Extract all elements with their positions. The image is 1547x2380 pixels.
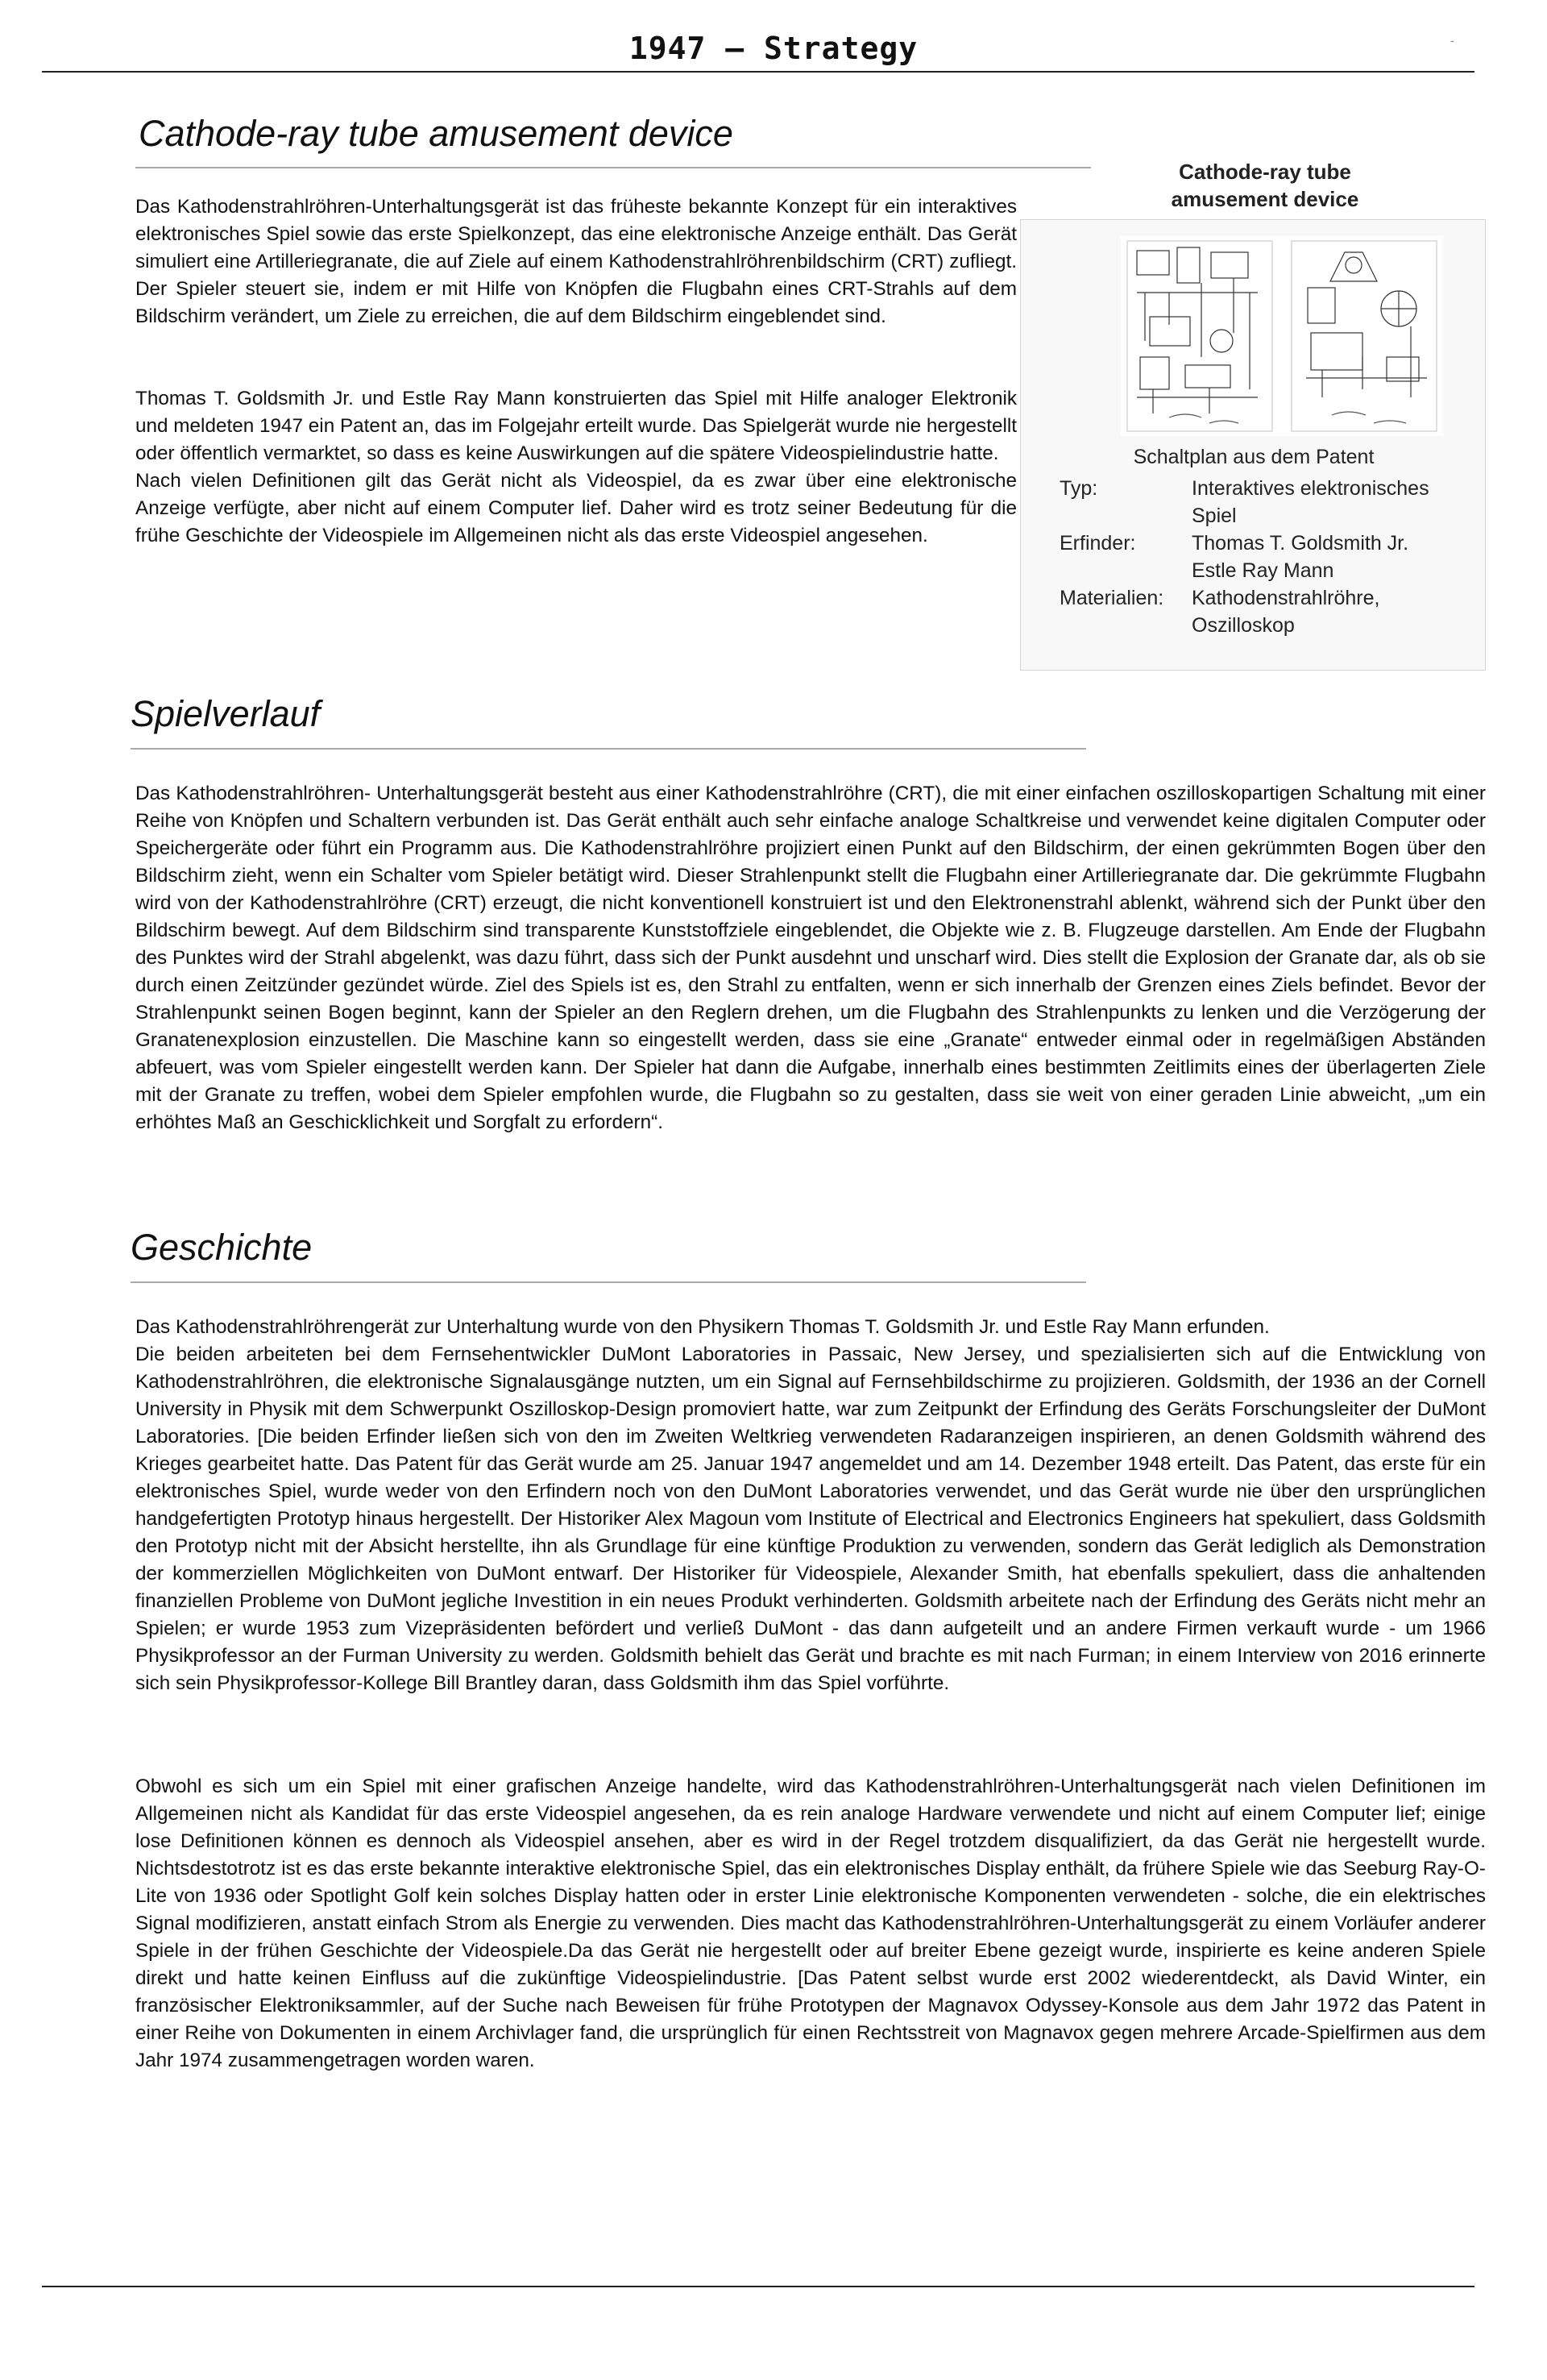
history-legacy-paragraph: Obwohl es sich um ein Spiel mit einer grafischen Anzeige handelte, wird das Kathodenstrahlröhren-Unterhaltungsgerät nach vielen Definitionen im Allgemeinen nicht als Kandidat für das erste Videospiel angesehen, da es rein analoge Hardware verwendete und nicht auf einem Computer lief; einige lose Definitionen können es dennoch als Videospiel ansehen, aber es wird in der Regel trotzdem disqualifiziert, da das Gerät nie hergestellt wurde. Nichtsdestotrotz ist es das erste bekannte interaktive elektronische Spiel, das ein elektronisches Display enthält, da frühere Spiele wie das Seeburg Ray-O-Lite von 1936 oder Spotlight Golf kein solches Display hatten oder in erster Linie elektronische Komponenten verwendeten - solche, die ein elektrisches Signal modifizieren, anstatt einfach Strom als Energie zu verwenden. Dies macht das Kathodenstrahlröhren-Unterhaltungsgerät zu einem Vorläufer anderer Spiele in der frühen Geschichte der Videospiele.Da das Gerät nie hergestellt oder auf breiter Ebene gezeigt wurde, inspirierte es keine anderen Spiele direkt und hatte keinen Einfluss auf die zukünftige Videospielindustrie. [Das Patent selbst wurde erst 2002 wiederentdeckt, als David Winter, ein französischer Elektroniksammler, auf der Suche nach Beweisen für frühe Prototypen der Magnavox Odyssey-Konsole aus dem Jahr 1972 das Patent in einer Reihe von Dokumenten in einem Archivlager fand, die ursprünglich für einen Rechtsstreit von Magnavox gegen mehrere Arcade-Spielfirmen aus dem Jahr 1974 zusammengetragen worden waren. [135, 1776, 1486, 2071]
infobox-title [1064, 158, 1466, 213]
infobox-value-materials-line-2: Oszilloskop [1192, 614, 1295, 637]
section-rule-gameplay [131, 748, 1086, 750]
infobox-value-type-line-1: Interaktives elektronisches [1192, 477, 1429, 500]
patent-schematic-image [1121, 236, 1443, 436]
infobox-key-type: Typ: [1060, 477, 1098, 500]
header-rule [42, 71, 1474, 73]
infobox-value-materials [1192, 584, 1474, 639]
inventors-text: Thomas T. Goldsmith Jr. und Estle Ray Mann konstruierten das Spiel mit Hilfe analoger Elektronik und meldeten 1947 ein Patent an, das im Folgejahr erteilt wurde. Das Spielgerät wurde nie hergestellt oder öffentlich vermarktet, so dass es keine Auswirkungen auf die spätere Videospielindustrie hatte. [135, 388, 1018, 464]
history-paragraph-block [135, 1314, 1486, 1697]
history-inventors-line: Das Kathodenstrahlröhrengerät zur Unterhaltung wurde von den Physikern Thomas T. Goldsmith Jr. und Estle Ray Mann erfunden. [135, 1316, 1270, 1338]
footer-rule [42, 2286, 1474, 2287]
section-rule-device [135, 167, 1091, 168]
infobox [1020, 219, 1486, 671]
page-header-title: 1947 – Strategy [628, 31, 919, 66]
intro-paragraph: Das Kathodenstrahlröhren-Unterhaltungsgerät ist das früheste bekannte Konzept für ein interaktives elektronisches Spiel sowie das erste Spielkonzept, das eine elektronische Anzeige enthält. Das Gerät simuliert eine Artilleriegranate, die auf Ziele auf einem Kathodenstrahlröhrenbildschirm (CRT) zufliegt. Der Spieler steuert sie, indem er mit Hilfe von Knöpfen die Flugbahn eines CRT-Strahls auf dem Bildschirm verändert, um Ziele zu erreichen, die auf dem Bildschirm eingeblendet sind. [135, 196, 1017, 327]
gameplay-paragraph: Das Kathodenstrahlröhren- Unterhaltungsgerät besteht aus einer Kathodenstrahlröhre (CRT), die mit einer einfachen oszilloskopartigen Schaltung mit einer Reihe von Knöpfen und Schaltern verbunden ist. Das Gerät enthält auch sehr einfache analoge Schaltkreise und verwendet keine digitalen Computer oder Speichergeräte oder führt ein Programm aus. Die Kathodenstrahlröhre projiziert einen Punkt auf den Bildschirm, der einen gekrümmten Bogen über den Bildschirm zieht, wenn ein Schalter vom Spieler betätigt wird. Dieser Strahlenpunkt stellt die Flugbahn einer Artilleriegranate dar. Die gekrümmte Flugbahn wird von der Kathodenstrahlröhre (CRT) erzeugt, die nicht konventionell konstruiert ist und den Elektronenstrahl ablenkt, während sich der Punkt über den Bildschirm bewegt. Auf dem Bildschirm sind transparente Kunststoffziele eingeblendet, die Objekte wie z. B. Flugzeuge darstellen. Am Ende der Flugbahn des Punktes wird der Strahl abgelenkt, was dazu führt, dass sich der Punkt ausdehnt und unscharf wird. Dies stellt die Explosion der Granate dar, als ob sie durch einen Zeitzünder gezündet würde. Ziel des Spiels ist es, den Strahl zu entfalten, wenn er sich innerhalb der Grenzen eines Ziels befindet. Bevor der Strahlenpunkt seinen Bogen beginnt, kann der Spieler an den Reglern drehen, um die Flugbahn des Strahlenpunkts zu lenken und die Verzögerung der Granatenexplosion einzustellen. Die Maschine kann so eingestellt werden, dass sie eine „Granate“ entweder einmal oder in regelmäßigen Abständen abfeuert, was vom Spieler eingestellt werden kann. Der Spieler hat dann die Aufgabe, innerhalb eines bestimmten Zeitlimits eines der überlagerten Ziele mit der Granate zu treffen, wobei dem Spieler empfohlen wurde, die Flugbahn so zu gestalten, dass sie weit von einer geraden Linie abweicht, „um ein erhöhtes Maß an Geschicklichkeit und Sorgfalt zu erfordern“. [135, 783, 1486, 1133]
infobox-image-caption: Schaltplan aus dem Patent [1133, 446, 1375, 468]
infobox-value-inventor-line-1: Thomas T. Goldsmith Jr. [1192, 532, 1409, 555]
infobox-key-materials: Materialien: [1060, 587, 1164, 609]
infobox-title-line-1: Cathode-ray tube [1179, 160, 1351, 184]
infobox-value-type [1192, 475, 1474, 530]
infobox-value-materials-line-1: Kathodenstrahlröhre, [1192, 587, 1380, 609]
section-title-gameplay: Spielverlauf [131, 693, 321, 734]
infobox-value-inventor [1192, 530, 1474, 584]
infobox-value-inventor-line-2: Estle Ray Mann [1192, 559, 1334, 582]
infobox-key-inventor: Erfinder: [1060, 532, 1136, 555]
infobox-value-type-line-2: Spiel [1192, 505, 1237, 527]
history-intro-paragraph [135, 385, 1017, 550]
corner-mark: - [1450, 34, 1454, 47]
history-main-text: Die beiden arbeiteten bei dem Fernsehentwickler DuMont Laboratories in Passaic, New Jersey, und spezialisierten sich auf die Entwicklung von Kathodenstrahlröhren, die elektronische Signalausgänge nutzten, um ein Signal auf Fernsehbildschirme zu projizieren. Goldsmith, der 1936 an der Cornell University in Physik mit dem Schwerpunkt Oszilloskop-Design promoviert hatte, war zum Zeitpunkt der Erfindung des Geräts Forschungsleiter der DuMont Laboratories. [Die beiden Erfinder ließen sich von den im Zweiten Weltkrieg verwendeten Radaranzeigen inspirieren, an denen Goldsmith während des Krieges gearbeitet hatte. Das Patent für das Gerät wurde am 25. Januar 1947 angemeldet und am 14. Dezember 1948 erteilt. Das Patent, das erste für ein elektronisches Spiel, wurde weder von den Erfindern noch von den DuMont Laboratories verwendet, und das Gerät wurde nie über den ursprünglichen handgefertigten Prototyp hinaus hergestellt. Der Historiker Alex Magoun vom Institute of Electrical and Electronics Engineers hat spekuliert, dass Goldsmith den Prototyp nicht mit der Absicht herstellte, ihn als Grundlage für eine künftige Produktion zu verwenden, sondern das Gerät lediglich als Demonstration der kommerziellen Möglichkeiten von DuMont entwarf. Der Historiker für Videospiele, Alexander Smith, hat ebenfalls spekuliert, dass die anhaltenden finanziellen Probleme von DuMont jegliche Investition in ein neues Produkt verhinderten. Goldsmith arbeitete nach der Erfindung des Geräts nicht mehr an Spielen; er wurde 1953 zum Vizepräsidenten befördert und verließ DuMont - das dann aufgeteilt und an andere Firmen verkauft wurde - um 1966 Physikprofessor an der Furman University zu werden. Goldsmith behielt das Gerät und brachte es mit nach Furman; in einem Interview von 2016 erinnerte sich sein Physikprofessor-Kollege Bill Brantley daran, dass Goldsmith ihm das Spiel vorführte. [135, 1344, 1486, 1694]
patent-schematic-drawing [1121, 236, 1443, 436]
section-title-device: Cathode-ray tube amusement device [139, 113, 733, 154]
infobox-title-line-2: amusement device [1171, 187, 1359, 211]
section-rule-history [131, 1281, 1086, 1283]
definition-text: Nach vielen Definitionen gilt das Gerät nicht als Videospiel, da es zwar über eine elektronische Anzeige verfügte, aber nicht auf einem Computer lief. Daher wird es trotz seiner Bedeutung für die frühe Geschichte der Videospiele im Allgemeinen nicht als das erste Videospiel angesehen. [135, 470, 1017, 546]
section-title-history: Geschichte [131, 1227, 313, 1268]
